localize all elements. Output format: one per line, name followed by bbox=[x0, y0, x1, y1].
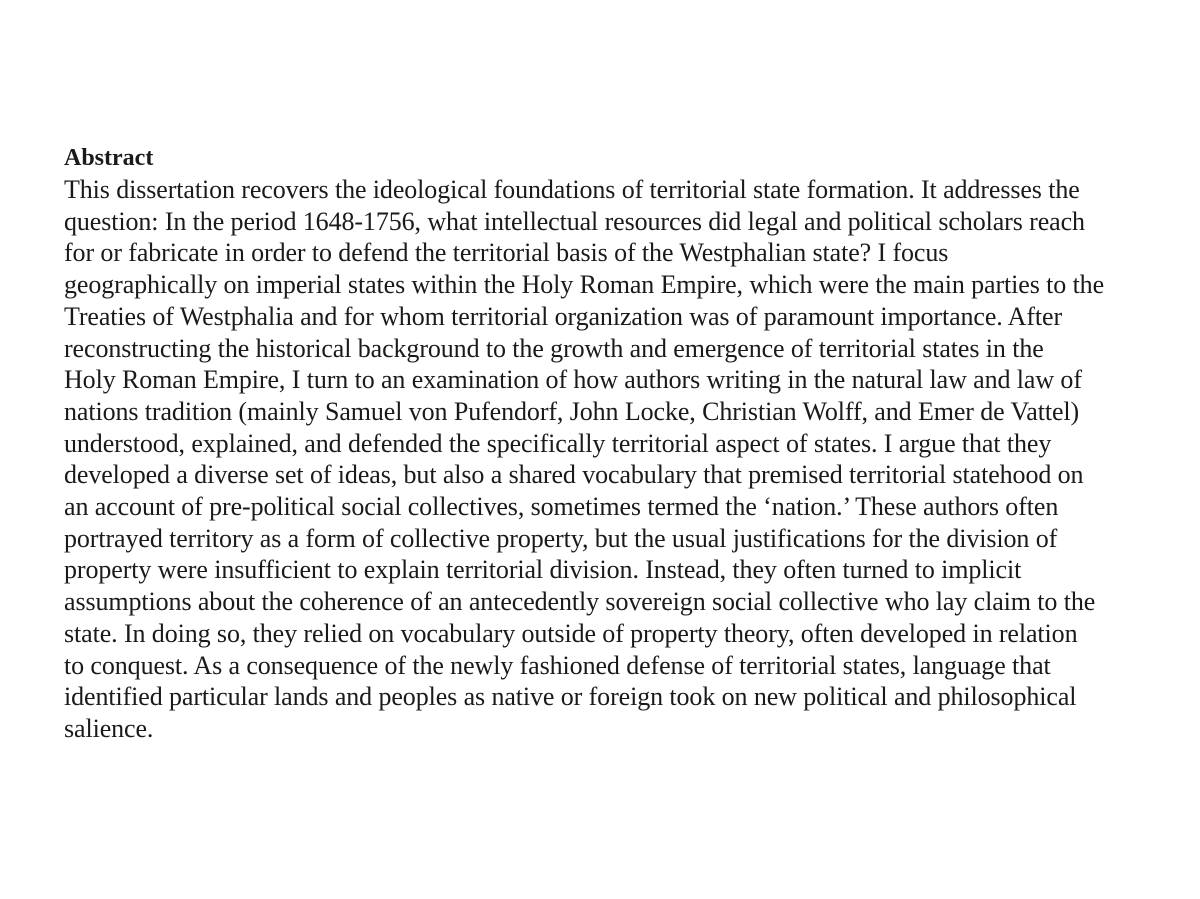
abstract-line: portrayed territory as a form of collective property, but the usual justifications for the division of bbox=[64, 523, 1058, 553]
abstract-heading: Abstract bbox=[64, 145, 154, 171]
abstract-line: to conquest. As a consequence of the newly fashioned defense of territorial states, language that bbox=[64, 650, 1051, 680]
document-page bbox=[64, 143, 1164, 745]
abstract-line: understood, explained, and defended the specifically territorial aspect of states. I argue that they bbox=[64, 428, 1052, 458]
abstract-line: geographically on imperial states within the Holy Roman Empire, which were the main parties to the bbox=[64, 270, 1105, 300]
abstract-line: an account of pre-political social collectives, sometimes termed the ‘nation.’ These authors often bbox=[64, 492, 1059, 522]
abstract-line: identified particular lands and peoples as native or foreign took on new political and philosophical bbox=[64, 682, 1077, 712]
abstract-line: reconstructing the historical background to the growth and emergence of territorial states in the bbox=[64, 333, 1044, 363]
abstract-line: nations tradition (mainly Samuel von Pufendorf, John Locke, Christian Wolff, and Emer de Vattel) bbox=[64, 396, 1080, 426]
abstract-line: property were insufficient to explain territorial division. Instead, they often turned to implicit bbox=[64, 555, 1022, 585]
abstract-line: Treaties of Westphalia and for whom territorial organization was of paramount importance. After bbox=[64, 301, 1063, 331]
abstract-body bbox=[64, 174, 1164, 745]
abstract-line: This dissertation recovers the ideological foundations of territorial state formation. It addresses the bbox=[64, 175, 1080, 204]
abstract-line: for or fabricate in order to defend the territorial basis of the Westphalian state? I focus bbox=[64, 238, 949, 268]
abstract-line: assumptions about the coherence of an antecedently sovereign social collective who lay claim to the bbox=[64, 587, 1096, 617]
abstract-line: question: In the period 1648-1756, what intellectual resources did legal and political scholars reach bbox=[64, 206, 1085, 236]
abstract-line: developed a diverse set of ideas, but also a shared vocabulary that premised territorial statehood on bbox=[64, 460, 1084, 490]
abstract-line: Holy Roman Empire, I turn to an examination of how authors writing in the natural law and law of bbox=[64, 365, 1082, 395]
abstract-line: salience. bbox=[64, 713, 154, 743]
abstract-line: state. In doing so, they relied on vocabulary outside of property theory, often developed in relation bbox=[64, 618, 1078, 648]
